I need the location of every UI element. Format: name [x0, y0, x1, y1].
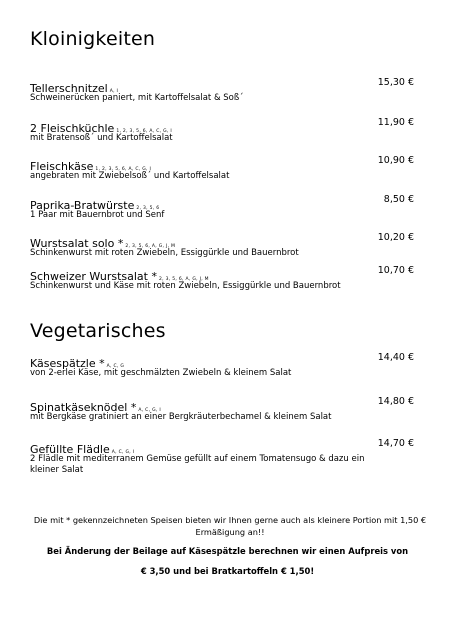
- surcharge-note-line1: Bei Änderung der Beilage auf Käsespätzle berechnen wir einen Aufpreis von: [46, 546, 409, 556]
- portion-note: Die mit * gekennzeichneten Speisen bieten wir Ihnen gerne auch als kleinere Portion mit 1,50 € Ermäßigung an!!: [33, 515, 427, 537]
- menu-item: [30, 155, 422, 182]
- item-description: Schinkenwurst und Käse mit roten Zwiebeln, Essiggürkle und Bauernbrot: [30, 281, 341, 291]
- menu-item: [30, 265, 422, 292]
- item-name: 2 Fleischküchle: [30, 122, 115, 135]
- item-description: von 2-erlei Käse, mit geschmälzten Zwiebeln & kleinem Salat: [30, 368, 292, 378]
- menu-item: [30, 438, 422, 476]
- section-title-kloinigkeiten: Kloinigkeiten: [30, 28, 156, 50]
- allergen-codes: 1, 2, 3, 5, 6, A, C, G, I: [95, 167, 152, 172]
- item-description: angebraten mit Zwiebelsoß´ und Kartoffelsalat: [30, 171, 230, 181]
- item-description: Schinkenwurst mit roten Zwiebeln, Essiggürkle und Bauernbrot: [30, 248, 299, 258]
- menu-item: [30, 396, 422, 423]
- allergen-codes: A, I: [109, 89, 119, 94]
- item-price: 10,20 €: [377, 232, 414, 243]
- item-price: 14,70 €: [377, 438, 414, 449]
- item-name: Gefüllte Flädle: [30, 443, 110, 456]
- item-name: Käsespätzle *: [30, 357, 105, 370]
- allergen-codes: A, C, G: [106, 364, 125, 369]
- item-description: 1 Paar mit Bauernbrot und Senf: [30, 210, 165, 220]
- item-name: Paprika-Bratwürste: [30, 199, 135, 212]
- allergen-codes: 2, 3, 5, 6, A, G, J, M: [125, 244, 176, 249]
- item-price: 15,30 €: [377, 77, 414, 88]
- allergen-codes: 2, 3, 5, 6: [136, 206, 160, 211]
- item-name: Wurstsalat solo *: [30, 237, 124, 250]
- section-title-vegetarisches: Vegetarisches: [30, 320, 166, 342]
- menu-item: [30, 194, 422, 221]
- menu-item: [30, 352, 422, 379]
- item-description: 2 Flädle mit mediterranem Gemüse gefüllt auf einem Tomatensugo & dazu ein kleiner Salat: [30, 454, 365, 475]
- menu-item: [30, 77, 422, 104]
- item-name: Spinatkäseknödel *: [30, 401, 137, 414]
- item-name: Schweizer Wurstsalat *: [30, 270, 157, 283]
- item-price: 8,50 €: [383, 194, 414, 205]
- item-name: Tellerschnitzel: [30, 82, 108, 95]
- menu-item: [30, 117, 422, 144]
- item-price: 10,70 €: [377, 265, 414, 276]
- allergen-codes: 1, 2, 3, 5, 6, A, C, G, I: [116, 129, 173, 134]
- item-description: Schweinerücken paniert, mit Kartoffelsalat & Soß´: [30, 93, 244, 103]
- item-description: mit Bratensoß´ und Kartoffelsalat: [30, 133, 173, 143]
- allergen-codes: A, C, G, I: [138, 408, 161, 413]
- item-price: 14,80 €: [377, 396, 414, 407]
- item-price: 10,90 €: [377, 155, 414, 166]
- surcharge-note-line2: € 3,50 und bei Bratkartoffeln € 1,50!: [140, 566, 315, 576]
- item-price: 11,90 €: [377, 117, 414, 128]
- item-price: 14,40 €: [377, 352, 414, 363]
- menu-item: [30, 232, 422, 259]
- item-name: Fleischkäse: [30, 160, 94, 173]
- allergen-codes: A, C, G, I: [111, 450, 135, 455]
- allergen-codes: 2, 3, 5, 6, A, G, J, M: [158, 277, 209, 282]
- item-description: mit Bergkäse gratiniert an einer Bergkräuterbechamel & kleinem Salat: [30, 412, 332, 422]
